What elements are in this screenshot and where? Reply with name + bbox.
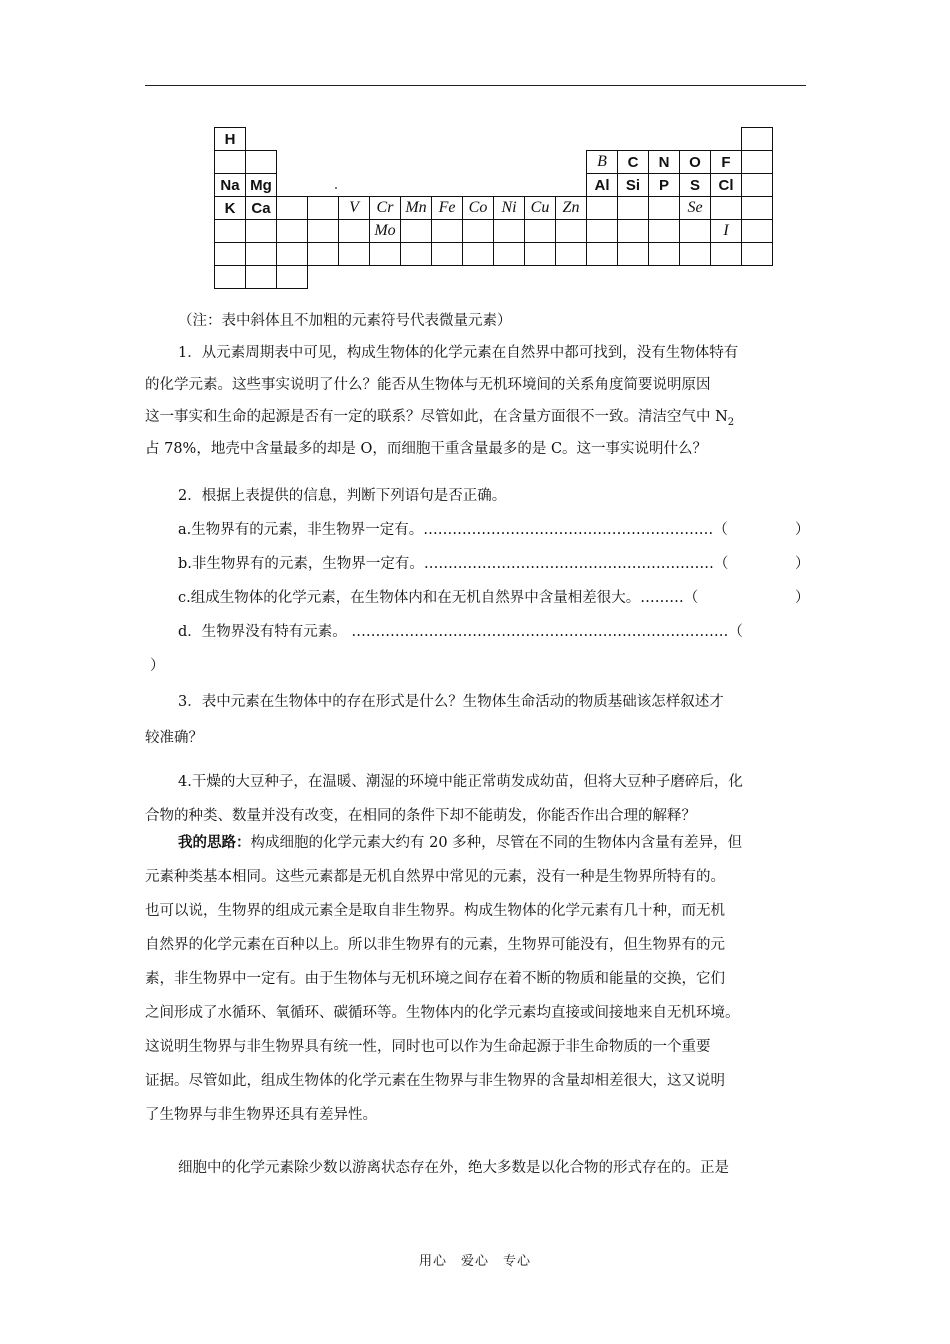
empty-cell <box>555 242 587 266</box>
empty-cell <box>400 242 432 266</box>
idea-line3: 也可以说，生物界的组成元素全是取自非生物界。构成生物体的化学元素有几十种，而无机 <box>145 903 725 919</box>
empty-cell <box>307 196 339 220</box>
empty-cell <box>710 196 742 220</box>
empty-cell <box>741 242 773 266</box>
q3-line2: 较准确？ <box>145 730 203 746</box>
element-Se: Se <box>679 196 711 220</box>
empty-cell <box>214 265 246 289</box>
element-Mo: Mo <box>369 219 401 243</box>
empty-cell <box>276 219 308 243</box>
empty-cell <box>214 219 246 243</box>
empty-cell <box>617 242 649 266</box>
empty-cell <box>276 265 308 289</box>
idea-line1 <box>178 827 810 859</box>
empty-cell <box>338 219 370 243</box>
element-Mg: Mg <box>245 173 277 197</box>
q4-line2: 合物的种类、数量并没有改变，在相同的条件下却不能萌发，你能否作出合理的解释？ <box>145 808 696 824</box>
element-Cu: Cu <box>524 196 556 220</box>
element-Cl: Cl <box>710 173 742 197</box>
idea-line4: 自然界的化学元素在百种以上。所以非生物界有的元素，生物界可能没有，但生物界有的元 <box>145 937 725 953</box>
element-Cr: Cr <box>369 196 401 220</box>
empty-cell <box>400 219 432 243</box>
empty-cell <box>617 196 649 220</box>
q2-d-close: ） <box>150 658 165 674</box>
q2-item-a: a.生物界有的元素，非生物界一定有。……………………………………………………（ <box>178 522 728 538</box>
element-Mn: Mn <box>400 196 432 220</box>
empty-cell <box>276 196 308 220</box>
empty-cell <box>307 219 339 243</box>
empty-cell <box>648 219 680 243</box>
empty-cell <box>648 196 680 220</box>
q2-item-c: c.组成生物体的化学元素，在生物体内和在无机自然界中含量相差很大。………（ <box>178 590 699 606</box>
empty-cell <box>524 219 556 243</box>
idea-line7: 这说明生物界与非生物界具有统一性，同时也可以作为生命起源于非生命物质的一个重要 <box>145 1039 711 1055</box>
q2-a-close: ） <box>795 522 810 538</box>
empty-cell <box>369 242 401 266</box>
empty-cell <box>524 242 556 266</box>
element-H: H <box>214 127 246 151</box>
idea-line9: 了生物界与非生物界还具有差异性。 <box>145 1107 377 1123</box>
empty-cell <box>276 242 308 266</box>
empty-cell <box>679 219 711 243</box>
idea-line6: 之间形成了水循环、氧循环、碳循环等。生物体内的化学元素均直接或间接地来自无机环境。 <box>145 1005 740 1021</box>
q2-b-close: ） <box>795 556 810 572</box>
header-rule <box>145 85 806 86</box>
empty-cell <box>586 242 618 266</box>
element-K: K <box>214 196 246 220</box>
empty-cell <box>741 127 773 151</box>
empty-cell <box>710 242 742 266</box>
page-footer: 用心 爱心 专心 <box>418 1254 531 1269</box>
n2-subscript: 2 <box>727 416 735 428</box>
empty-cell <box>741 196 773 220</box>
empty-cell <box>462 242 494 266</box>
empty-cell <box>679 242 711 266</box>
element-V: V <box>338 196 370 220</box>
element-N: N <box>648 150 680 174</box>
empty-cell <box>493 242 525 266</box>
element-Fe: Fe <box>431 196 463 220</box>
empty-cell <box>245 150 277 174</box>
q1-line3-text: 这一事实和生命的起源是否有一定的联系？尽管如此，在含量方面很不一致。清洁空气中 N <box>145 409 728 425</box>
element-Na: Na <box>214 173 246 197</box>
table-note: （注：表中斜体且不加粗的元素符号代表微量元素） <box>178 313 512 329</box>
idea-line8: 证据。尽管如此，组成生物体的化学元素在生物界与非生物界的含量却相差很大，这又说明 <box>145 1073 725 1089</box>
q4-line1: 4.干燥的大豆种子，在温暖、潮湿的环境中能正常萌发成幼苗，但将大豆种子磨碎后，化 <box>178 774 743 790</box>
idea-line5: 素，非生物界中一定有。由于生物体与无机环境之间存在着不断的物质和能量的交换，它们 <box>145 971 725 987</box>
empty-cell <box>586 219 618 243</box>
empty-cell <box>245 242 277 266</box>
empty-cell <box>617 219 649 243</box>
element-F: F <box>710 150 742 174</box>
empty-cell <box>214 150 246 174</box>
idea-line1-text: 构成细胞的化学元素大约有 20 多种，尽管在不同的生物体内含量有差异，但 <box>250 835 743 851</box>
empty-cell <box>245 219 277 243</box>
element-I: I <box>710 219 742 243</box>
element-S: S <box>679 173 711 197</box>
empty-cell <box>586 196 618 220</box>
q1-line1: 1．从元素周期表中可见，构成生物体的化学元素在自然界中都可找到，没有生物体特有 <box>178 345 739 361</box>
q3-line1: 3．表中元素在生物体中的存在形式是什么？生物体生命活动的物质基础该怎样叙述才 <box>178 694 724 710</box>
q2-item-b: b.非生物界有的元素，生物界一定有。……………………………………………………（ <box>178 556 729 572</box>
element-Zn: Zn <box>555 196 587 220</box>
q2-item-d: d．生物界没有特有元素。 ……………………………………………………………………（ <box>178 624 743 640</box>
element-Co: Co <box>462 196 494 220</box>
empty-cell <box>462 219 494 243</box>
element-C: C <box>617 150 649 174</box>
empty-cell <box>431 242 463 266</box>
q2-c-close: ） <box>795 590 810 606</box>
empty-cell <box>741 150 773 174</box>
idea-line2: 元素种类基本相同。这些元素都是无机自然界中常见的元素，没有一种是生物界所特有的。 <box>145 869 725 885</box>
empty-cell <box>493 219 525 243</box>
element-B: B <box>586 150 618 174</box>
empty-cell <box>648 242 680 266</box>
empty-cell <box>245 265 277 289</box>
q1-line4: 占 78%，地壳中含量最多的却是 O，而细胞干重含量最多的是 C。这一事实说明什么？ <box>145 441 708 457</box>
element-Ca: Ca <box>245 196 277 220</box>
q1-line2: 的化学元素。这些事实说明了什么？能否从生物体与无机环境间的关系角度简要说明原因 <box>145 377 711 393</box>
empty-cell <box>431 219 463 243</box>
empty-cell <box>741 173 773 197</box>
empty-cell <box>741 219 773 243</box>
element-P: P <box>648 173 680 197</box>
empty-cell <box>307 242 339 266</box>
element-Ni: Ni <box>493 196 525 220</box>
element-O: O <box>679 150 711 174</box>
idea-label: 我的思路： <box>178 834 251 851</box>
empty-cell <box>338 242 370 266</box>
last-paragraph: 细胞中的化学元素除少数以游离状态存在外，绝大多数是以化合物的形式存在的。正是 <box>178 1160 729 1176</box>
element-Si: Si <box>617 173 649 197</box>
periodic-table <box>214 127 771 289</box>
element-Al: Al <box>586 173 618 197</box>
table-dot <box>335 187 337 189</box>
empty-cell <box>214 242 246 266</box>
empty-cell <box>555 219 587 243</box>
q2-intro: 2．根据上表提供的信息，判断下列语句是否正确。 <box>178 488 507 504</box>
